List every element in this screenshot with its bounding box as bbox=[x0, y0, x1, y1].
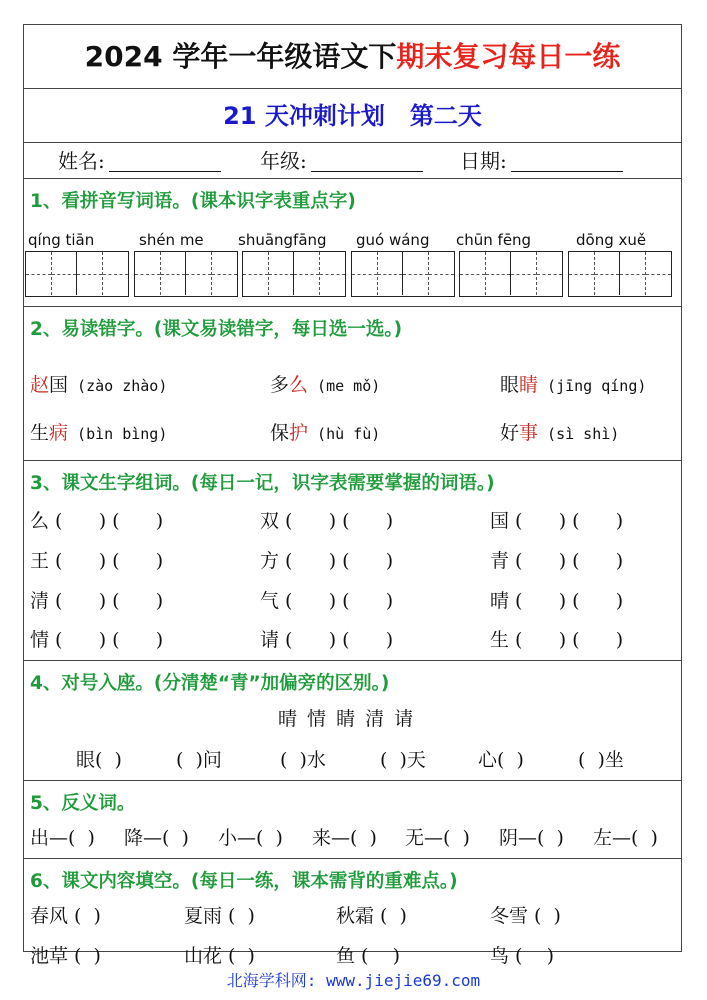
section-5-antonyms bbox=[24, 781, 681, 859]
subtitle-row bbox=[24, 89, 681, 143]
word-bank: 晴 情 睛 清 请 bbox=[278, 708, 414, 730]
writing-grid-2[interactable] bbox=[134, 251, 238, 297]
fill-1-3[interactable]: 秋霜 ( ) bbox=[336, 905, 407, 927]
date-blank[interactable] bbox=[511, 146, 623, 172]
word-build-2-3[interactable]: 青 ( ) ( ) bbox=[490, 550, 624, 572]
pron-item-1[interactable]: 赵国 (zào zhào) bbox=[30, 374, 168, 396]
pinyin-1: qíng tiān bbox=[28, 231, 95, 249]
pron-item-4[interactable]: 生病 (bìn bìng) bbox=[30, 422, 168, 444]
word-build-1-1[interactable]: 么 ( ) ( ) bbox=[30, 510, 164, 532]
fill-2-4[interactable]: 鸟 ( ) bbox=[490, 945, 555, 967]
word-build-3-2[interactable]: 气 ( ) ( ) bbox=[260, 590, 394, 612]
title-row bbox=[24, 25, 681, 89]
section-3-title: 3、课文生字组词。(每日一记，识字表需要掌握的词语。) bbox=[30, 473, 495, 494]
fill-2-1[interactable]: 池草 ( ) bbox=[30, 945, 101, 967]
pron-item-3[interactable]: 眼睛 (jīng qíng) bbox=[500, 374, 647, 396]
section-4-title: 4、对号入座。(分清楚“青”加偏旁的区别。) bbox=[30, 673, 390, 694]
antonym-3[interactable]: 小—( ) bbox=[218, 827, 283, 849]
pinyin-5: chūn fēng bbox=[456, 231, 532, 249]
section-1-pinyin bbox=[24, 179, 681, 307]
match-item-4[interactable]: ( )天 bbox=[380, 749, 426, 771]
word-build-4-2[interactable]: 请 ( ) ( ) bbox=[260, 629, 394, 651]
grade-blank[interactable] bbox=[311, 146, 423, 172]
section-2-title: 2、易读错字。(课文易读错字，每日选一选。) bbox=[30, 319, 403, 340]
antonym-6[interactable]: 阴—( ) bbox=[499, 827, 564, 849]
antonym-1[interactable]: 出—( ) bbox=[30, 827, 95, 849]
word-build-3-3[interactable]: 晴 ( ) ( ) bbox=[490, 590, 624, 612]
match-item-5[interactable]: 心( ) bbox=[478, 749, 524, 771]
match-item-1[interactable]: 眼( ) bbox=[76, 749, 122, 771]
fill-1-4[interactable]: 冬雪 ( ) bbox=[490, 905, 561, 927]
pron-item-6[interactable]: 好事 (sì shì) bbox=[500, 422, 620, 444]
pinyin-6: dōng xuě bbox=[576, 231, 647, 249]
section-1-title: 1、看拼音写词语。(课本识字表重点字) bbox=[30, 191, 356, 212]
section-4-matching bbox=[24, 661, 681, 781]
pinyin-2: shén me bbox=[139, 231, 204, 249]
word-build-2-1[interactable]: 王 ( ) ( ) bbox=[30, 550, 164, 572]
grade-field[interactable] bbox=[260, 143, 423, 179]
antonym-4[interactable]: 来—( ) bbox=[312, 827, 377, 849]
match-item-2[interactable]: ( )问 bbox=[176, 749, 222, 771]
antonym-5[interactable]: 无—( ) bbox=[405, 827, 470, 849]
section-3-word-building bbox=[24, 461, 681, 661]
title-black: 2024 学年一年级语文下 bbox=[84, 40, 397, 73]
writing-grid-1[interactable] bbox=[25, 251, 129, 297]
pron-item-2[interactable]: 多么 (me mǒ) bbox=[270, 374, 381, 396]
grade-label: 年级: bbox=[260, 149, 307, 173]
writing-grid-6[interactable] bbox=[568, 251, 672, 297]
fill-2-3[interactable]: 鱼 ( ) bbox=[336, 945, 401, 967]
fill-2-2[interactable]: 山花 ( ) bbox=[184, 945, 255, 967]
word-build-2-2[interactable]: 方 ( ) ( ) bbox=[260, 550, 394, 572]
student-info-row bbox=[24, 143, 681, 179]
name-field[interactable] bbox=[58, 143, 221, 179]
antonym-2[interactable]: 降—( ) bbox=[124, 827, 189, 849]
pinyin-3: shuāngfāng bbox=[238, 231, 327, 249]
match-item-6[interactable]: ( )坐 bbox=[578, 749, 624, 771]
page-subtitle: 21 天冲刺计划 第二天 bbox=[223, 102, 482, 130]
word-build-4-3[interactable]: 生 ( ) ( ) bbox=[490, 629, 624, 651]
match-item-3[interactable]: ( )水 bbox=[280, 749, 326, 771]
antonym-7[interactable]: 左—( ) bbox=[593, 827, 658, 849]
word-build-1-2[interactable]: 双 ( ) ( ) bbox=[260, 510, 394, 532]
footer-watermark: 北海学科网: www.jiejie69.com bbox=[226, 971, 481, 990]
section-6-title: 6、课文内容填空。(每日一练，课本需背的重难点。) bbox=[30, 871, 458, 892]
date-label: 日期: bbox=[460, 149, 507, 173]
writing-grid-3[interactable] bbox=[242, 251, 346, 297]
writing-grid-4[interactable] bbox=[351, 251, 455, 297]
section-5-title: 5、反义词。 bbox=[30, 793, 136, 814]
title-red: 期末复习每日一练 bbox=[396, 40, 621, 73]
writing-grid-5[interactable] bbox=[459, 251, 563, 297]
pron-item-5[interactable]: 保护 (hù fù) bbox=[270, 422, 381, 444]
name-blank[interactable] bbox=[109, 146, 221, 172]
word-build-4-1[interactable]: 情 ( ) ( ) bbox=[30, 629, 164, 651]
section-2-pronunciation bbox=[24, 307, 681, 461]
name-label: 姓名: bbox=[58, 149, 105, 173]
date-field[interactable] bbox=[460, 143, 623, 179]
worksheet bbox=[23, 24, 682, 967]
word-build-3-1[interactable]: 清 ( ) ( ) bbox=[30, 590, 164, 612]
section-6-fill-in bbox=[24, 859, 681, 967]
pinyin-4: guó wáng bbox=[356, 231, 430, 249]
page-title bbox=[24, 25, 681, 89]
word-build-1-3[interactable]: 国 ( ) ( ) bbox=[490, 510, 624, 532]
fill-1-1[interactable]: 春风 ( ) bbox=[30, 905, 101, 927]
fill-1-2[interactable]: 夏雨 ( ) bbox=[184, 905, 255, 927]
